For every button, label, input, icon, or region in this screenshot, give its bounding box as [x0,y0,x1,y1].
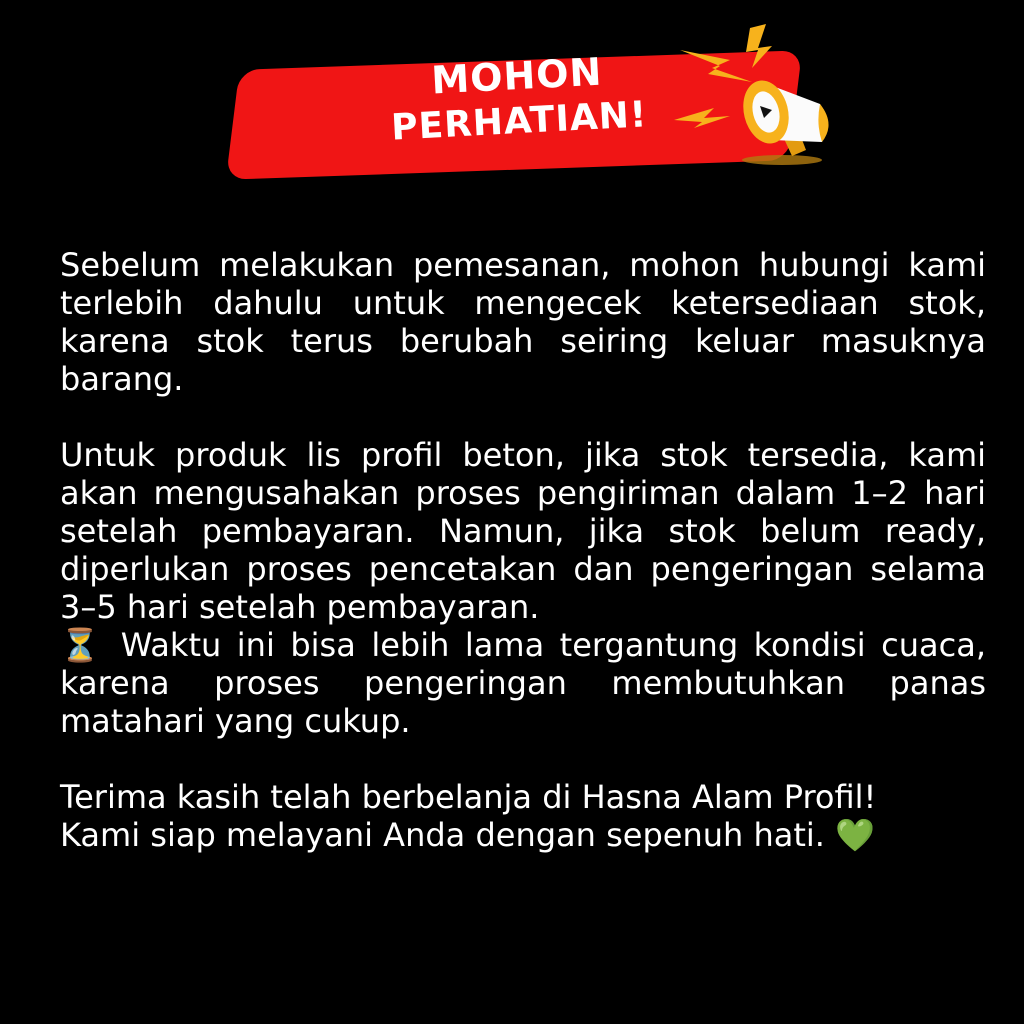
thanks-line2: Kami siap melayani Anda dengan sepenuh hati. [60,816,825,854]
thanks-line1: Terima kasih telah berbelanja di Hasna Alam Profil! [60,778,877,816]
banner-title-line1: MOHON [430,49,604,103]
paragraph-weather [60,626,986,740]
paragraph-shipping-text: Untuk produk lis profil beton, jika stok tersedia, kami akan mengusahakan proses pengiriman dalam 1–2 hari setelah pembayaran. Namun, jika stok belum ready, diperlukan proses pencetakan dan pengeringan selama 3–5 hari setelah pembayaran. [60,436,986,626]
banner-title-line2: PERHATIAN! [390,93,649,149]
paragraph-stock-check [60,246,986,398]
banner-title [336,45,700,153]
megaphone-icon [660,20,840,180]
green-heart-icon: 💚 [835,816,875,854]
notice-body [60,246,986,892]
paragraph-thanks [60,778,986,854]
paragraph-shipping [60,436,986,626]
attention-banner [220,20,840,180]
hourglass-icon: ⏳ [60,626,106,664]
paragraph-weather-text: Waktu ini bisa lebih lama tergantung kondisi cuaca, karena proses pengeringan membutuhkan panas matahari yang cukup. [60,626,987,740]
paragraph-stock-check-text: Sebelum melakukan pemesanan, mohon hubungi kami terlebih dahulu untuk mengecek ketersediaan stok, karena stok terus berubah seiring keluar masuknya barang. [60,246,986,398]
